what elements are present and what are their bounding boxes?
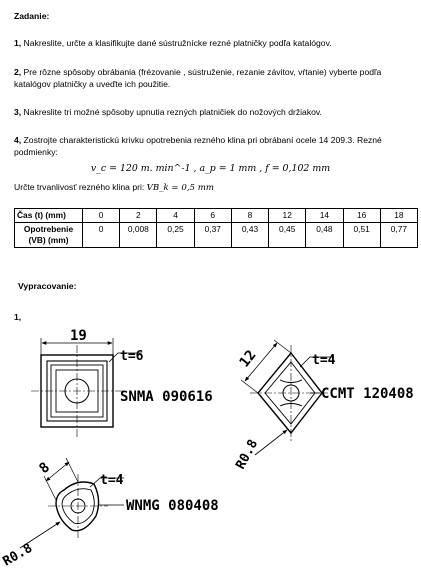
task-text: Pre rôzne spôsoby obrábania (frézovanie , sústruženie, rezanie závitov, vŕtanie) vyberte podľa katalógov platničky a uveďte ich použitie. (14, 67, 382, 89)
task-number: 1, (14, 38, 22, 48)
table-cell: 18 (380, 209, 417, 223)
task-text: Nakreslite, určte a klasifikujte dané sústružnícke rezné platničky podľa katalógov. (21, 38, 332, 48)
task-number: 2, (14, 67, 22, 77)
table-cell: 0,51 (343, 223, 380, 248)
table-cell: 0,008 (120, 223, 157, 248)
table-cell: 0,48 (306, 223, 343, 248)
tool-life-label: Určte trvanlivosť rezného klina pri: (14, 182, 145, 192)
ccmt-dimension: 12 (236, 347, 260, 371)
table-cell: 0,37 (194, 223, 231, 248)
table-cell: 0 (83, 209, 120, 223)
assignment-heading: Zadanie: (14, 11, 50, 21)
table-cell: 14 (306, 209, 343, 223)
ccmt-designation: CCMT 120408 (321, 386, 414, 402)
wnmg-radius: R0.8 (0, 540, 36, 570)
formula-text: v_c = 120 m. min^-1 , a_p = 1 mm , f = 0,102 mm (90, 163, 331, 174)
solution-number: 1, (14, 312, 22, 322)
wnmg-dimension: 8 (36, 459, 54, 478)
snma-designation: SNMA 090616 (120, 389, 213, 405)
wnmg-thickness: t=4 (100, 473, 124, 488)
task-text: Zostrojte charakteristickú krivku opotrebenia rezného klina pri obrábaní ocele 14 209.3. Rezné podmienky: (14, 135, 382, 157)
table-cell: 0,25 (157, 223, 194, 248)
table-cell: 6 (194, 209, 231, 223)
snma-thickness: t=6 (120, 349, 144, 364)
table-cell: 0 (83, 223, 120, 248)
ccmt-radius: R0.8 (233, 437, 262, 472)
table-cell: 16 (343, 209, 380, 223)
table-row-label: Čas (t) (mm) (15, 209, 83, 223)
table-cell: 0,43 (231, 223, 268, 248)
solution-heading: Vypracovanie: (18, 281, 77, 291)
table-row-label: Opotrebenie (VB) (mm) (15, 223, 83, 248)
wnmg-insert-drawing (20, 458, 124, 548)
table-cell: 0,77 (380, 223, 417, 248)
task-number: 3, (14, 107, 22, 117)
table-cell: 8 (231, 209, 268, 223)
task-number: 4, (14, 135, 22, 145)
table-cell: 0,45 (269, 223, 306, 248)
table-cell: 2 (120, 209, 157, 223)
task-text: Nakreslite tri možné spôsoby upnutia rezných platničiek do nožových držiakov. (21, 107, 322, 117)
table-cell: 12 (269, 209, 306, 223)
wnmg-designation: WNMG 080408 (126, 498, 219, 514)
tool-life-value: VB_k = 0,5 mm (146, 183, 215, 193)
snma-dimension: 19 (70, 328, 87, 344)
ccmt-thickness: t=4 (312, 353, 336, 368)
table-cell: 4 (157, 209, 194, 223)
